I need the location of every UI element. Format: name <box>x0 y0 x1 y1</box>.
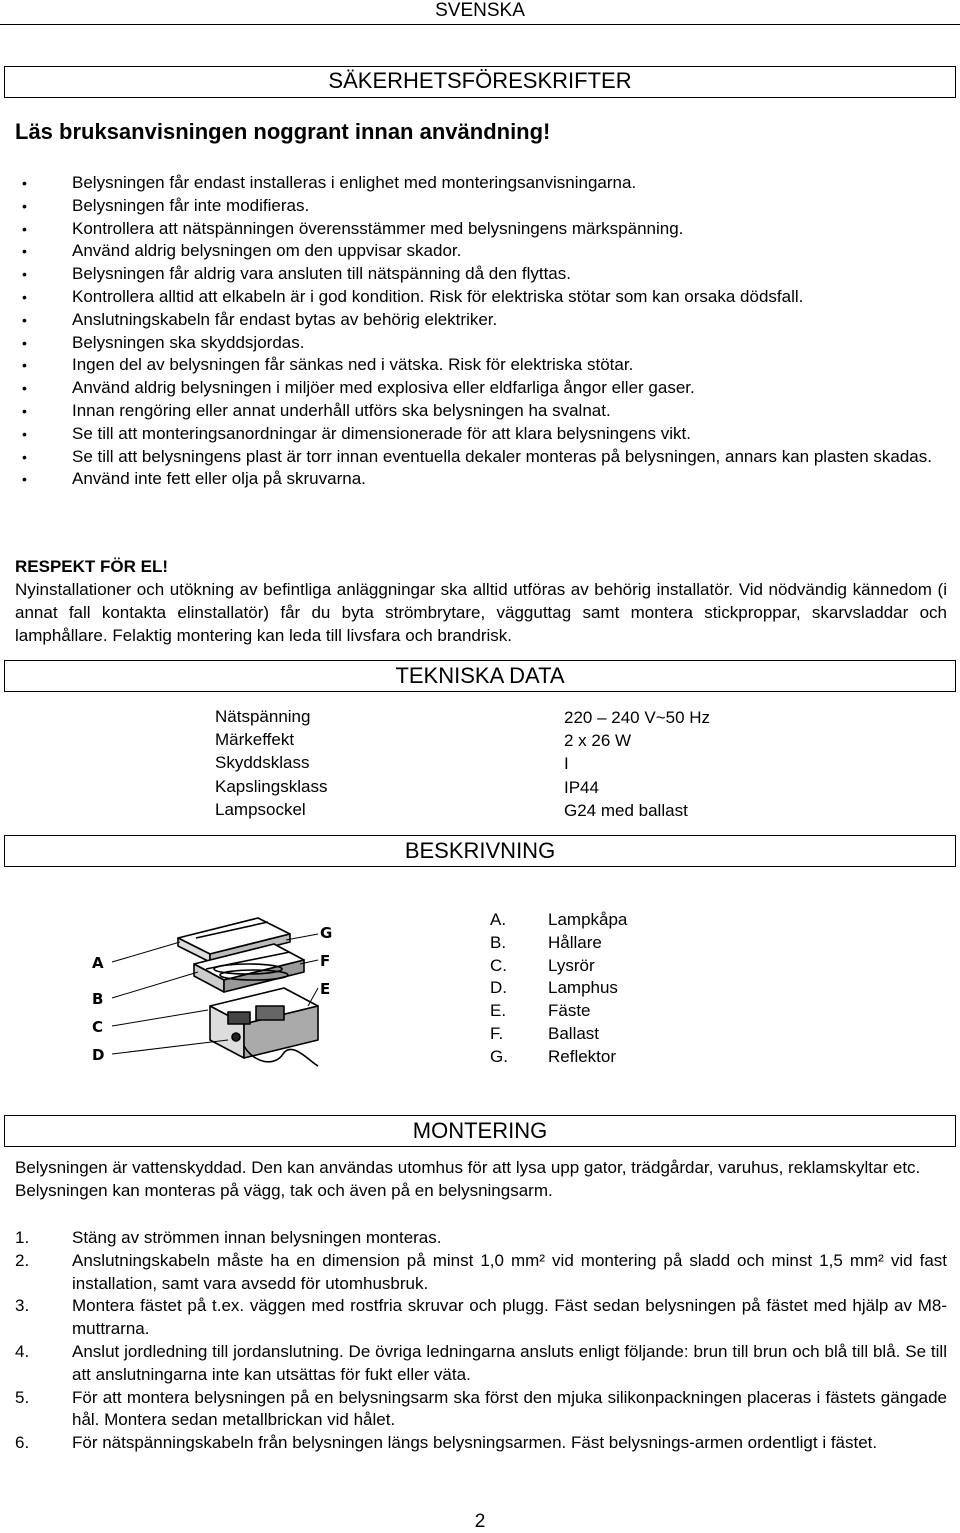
bullet-icon: • <box>22 380 27 397</box>
spec-value: G24 med ballast <box>564 800 688 820</box>
parts-list <box>490 909 627 1069</box>
list-item: • Ingen del av belysningen får sänkas ned i vätska. Risk för elektriska stötar. <box>0 354 960 377</box>
spec-label: Märkeffekt <box>215 730 295 750</box>
list-item: • Innan rengöring eller annat underhåll utförs ska belysningen ha svalnat. <box>0 400 960 423</box>
bullet-icon: • <box>22 425 27 442</box>
step-number: 6. <box>15 1433 30 1453</box>
bullet-icon: • <box>22 266 27 283</box>
spec-label: Kapslingsklass <box>215 776 328 796</box>
list-item: • Kontrollera alltid att elkabeln är i god kondition. Risk för elektriska stötar som kan orsaka dödsfall. <box>0 286 960 309</box>
mounting-intro <box>15 1157 947 1203</box>
bullet-icon: • <box>22 197 27 214</box>
lamp-housing-drawing <box>210 988 318 1066</box>
list-item: C. Lysrör <box>490 955 595 975</box>
list-item: • Använd inte fett eller olja på skruvarna. <box>0 468 960 491</box>
page-number: 2 <box>474 1511 486 1532</box>
list-item: 5. För att montera belysningen på en belysningsarm ska först den mjuka silikonpackningen placeras i fästets gängade hål. Montera sedan metallbrickan vid hålet. <box>15 1387 947 1430</box>
diagram-label-g: G <box>320 924 333 942</box>
list-item: 3. Montera fästet på t.ex. väggen med rostfria skruvar och plugg. Fäst sedan belysningen på fästet med hjälp av M8-muttrarna. <box>15 1296 947 1339</box>
list-item: • Se till att monteringsanordningar är dimensionerade för att klara belysningens vikt. <box>0 423 960 446</box>
spec-labels <box>215 705 327 821</box>
bullet-icon: • <box>22 311 27 328</box>
spec-value: I <box>564 754 569 774</box>
description-title: BESKRIVNING <box>4 835 956 867</box>
list-item: F. Ballast <box>490 1023 600 1043</box>
spec-value: 2 x 26 W <box>564 731 632 751</box>
diagram-label-c: C <box>92 1018 104 1036</box>
list-item: E. Fäste <box>490 1001 591 1021</box>
spec-values <box>564 706 710 822</box>
list-item: D. Lamphus <box>490 978 618 998</box>
diagram-label-b: B <box>92 990 104 1008</box>
diagram-label-a: A <box>92 954 104 972</box>
list-item: 4. Anslut jordledning till jordanslutning. De övriga ledningarna ansluts enligt följande: brun till brun och blå till blå. Se till att anslutningarna inte kan utsättas för fukt eller väta. <box>15 1341 947 1384</box>
electricity-warning-body: Nyinstallationer och utökning av befintliga anläggningar ska alltid utföras av behörig installatör. Vid nödvändig kännedom (i annat fall kontakta elinstallatör) får du byta strömbrytare, vägguttag samt montera stickproppar, skarvsladdar och lamphållare. Felaktig montering kan leda till livsfara och brandrisk. <box>15 580 947 645</box>
list-item: • Använd aldrig belysningen i miljöer med explosiva eller eldfarliga ångor eller gaser. <box>0 377 960 400</box>
list-item: • Kontrollera att nätspänningen överensstämmer med belysningens märkspänning. <box>0 218 960 241</box>
step-number: 3. <box>15 1296 30 1316</box>
bullet-icon: • <box>22 402 27 419</box>
lamp-exploded-diagram <box>78 912 353 1074</box>
spec-label: Skyddsklass <box>215 753 310 773</box>
spec-label: Nätspänning <box>215 707 311 726</box>
bullet-icon: • <box>22 288 27 305</box>
mounting-intro-paragraph: Belysningen kan monteras på vägg, tak och även på en belysningsarm. <box>15 1180 553 1200</box>
list-item: • Se till att belysningens plast är torr innan eventuella dekaler monteras på belysningen, annars kan plasten skadas. <box>0 446 960 469</box>
list-item: • Anslutningskabeln får endast bytas av behörig elektriker. <box>0 309 960 332</box>
mounting-intro-paragraph: Belysningen är vattenskyddad. Den kan användas utomhus för att lysa upp gator, trädgårdar, varuhus, reklamskyltar etc. <box>15 1158 921 1177</box>
bullet-icon: • <box>22 243 27 260</box>
list-item: • Belysningen ska skyddsjordas. <box>0 332 960 355</box>
safety-section-title: SÄKERHETSFÖRESKRIFTER <box>4 66 956 98</box>
spec-label: Lampsockel <box>215 799 306 819</box>
read-manual-warning: Läs bruksanvisningen noggrant innan användning! <box>15 119 551 144</box>
tech-data-title: TEKNISKA DATA <box>4 660 956 692</box>
mounting-title: MONTERING <box>4 1115 956 1147</box>
list-item: A. Lampkåpa <box>490 910 628 929</box>
spec-value: 220 – 240 V~50 Hz <box>564 708 711 727</box>
list-item: 6. För nätspänningskabeln från belysningen längs belysningsarmen. Fäst belysnings-armen ordentligt i fästet. <box>0 1432 960 1455</box>
safety-list <box>0 172 960 491</box>
bullet-icon: • <box>22 448 27 465</box>
step-number: 1. <box>15 1228 30 1247</box>
header-rule <box>0 24 960 25</box>
list-item: 1. Stäng av strömmen innan belysningen monteras. <box>0 1227 960 1250</box>
list-item: • Belysningen får endast installeras i enlighet med monteringsanvisningarna. <box>0 172 960 195</box>
bullet-icon: • <box>22 220 27 237</box>
list-item: • Använd aldrig belysningen om den uppvisar skador. <box>0 240 960 263</box>
electricity-warning-title: RESPEKT FÖR EL! <box>15 557 169 576</box>
bullet-icon: • <box>22 471 27 488</box>
spec-value: IP44 <box>564 777 599 797</box>
diagram-label-f: F <box>320 952 331 970</box>
step-number: 5. <box>15 1387 30 1407</box>
diagram-label-e: E <box>320 980 331 998</box>
mounting-steps <box>0 1227 960 1455</box>
list-item: • Belysningen får inte modifieras. <box>0 195 960 218</box>
list-item: 2. Anslutningskabeln måste ha en dimension på minst 1,0 mm² vid montering på sladd och minst 1,5 mm² vid fast installation, samt vara avsedd för utomhusbruk. <box>15 1250 947 1293</box>
step-number: 2. <box>15 1250 30 1270</box>
diagram-label-d: D <box>92 1046 105 1064</box>
list-item: • Belysningen får aldrig vara ansluten till nätspänning då den flyttas. <box>0 263 960 286</box>
bullet-icon: • <box>22 334 27 351</box>
document-language: SVENSKA <box>435 0 525 21</box>
bullet-icon: • <box>22 175 27 191</box>
step-number: 4. <box>15 1341 30 1361</box>
list-item: B. Hållare <box>490 932 602 952</box>
bullet-icon: • <box>22 357 27 374</box>
list-item: G. Reflektor <box>490 1046 617 1066</box>
